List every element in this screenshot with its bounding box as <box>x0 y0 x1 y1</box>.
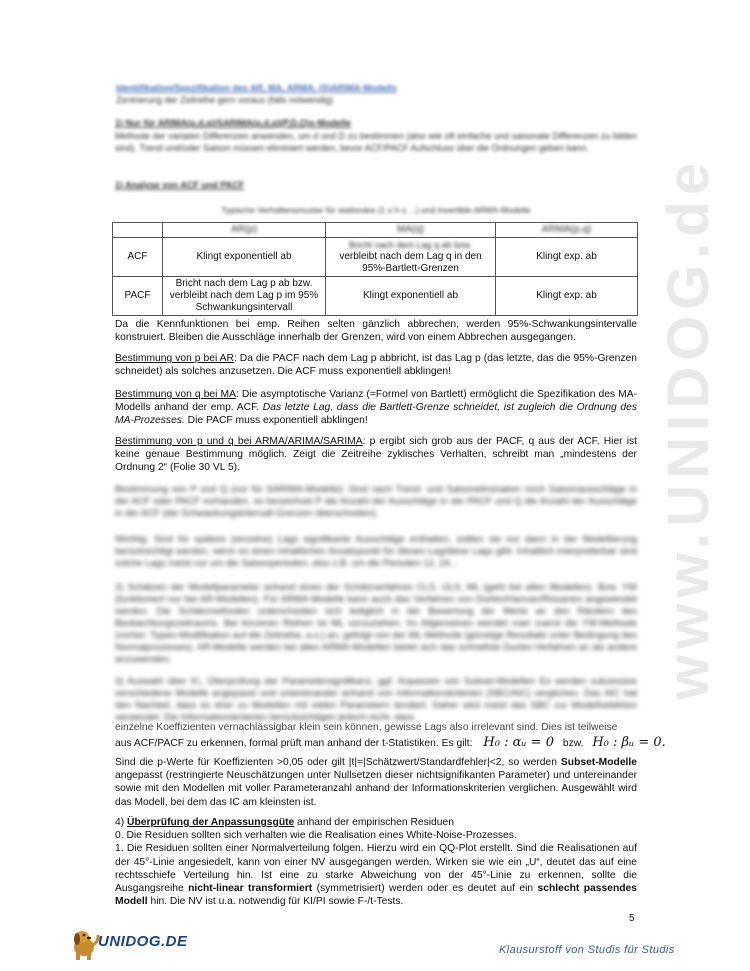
paragraph-label: Bestimmung von p und q bei ARMA/ARIMA/SARIMA <box>115 436 363 447</box>
table-cell: Klingt exponentiell ab <box>163 238 326 277</box>
paragraph-italic: Das letzte Lag, dass die Bartlett-Grenze schneidet, ist zugleich die Ordnung des MA-Prozesses. <box>115 402 637 427</box>
paragraph-hypotheses <box>115 735 666 750</box>
table-header-cell <box>113 223 163 238</box>
paragraph-text: : p ergibt sich grob aus der PACF, q aus der ACF. Hier ist keine genaue Bestimmung möglich. Zeigt die Zeitreihe zyklisches Verhalten, schreibt man „mindestens der Ordnung 2“ (Folie 30 VL 5). <box>115 436 637 474</box>
item-text: (symmetrisiert) werden oder es deutet auf ein <box>312 883 538 895</box>
table-cell: Klingt exp. ab <box>496 277 638 316</box>
heading-bold: Überprüfung der Anpassungsgüte <box>127 817 295 828</box>
section-subheading: Zentrierung der Zeitreihe gern voraus (falls notwendig) <box>116 95 334 105</box>
table-cell: Bricht nach dem Lag p ab bzw. verbleibt nach dem Lag p im 95% Schwankungsintervall <box>163 277 326 316</box>
paragraph-text: : Die asymptotische Varianz (=Formel von Bartlett) ermöglicht die Spezifikation des MA-Modells anhand der emp. ACF. <box>115 389 637 414</box>
paragraph-intervals: Da die Kennfunktionen bei emp. Reihen selten gänzlich abbrechen, werden 95%-Schwankungsintervalle konstruiert. Bleiben die Ausschläge innerhalb der Grenzen, wird von einem Abbrechen ausgegangen. <box>115 319 637 344</box>
footer-slogan: Klausurstoff von Studis für Studis <box>499 944 675 956</box>
table-cell-ma <box>326 238 496 277</box>
hypothesis-alpha: H₀ : αᵤ = 0 <box>483 735 554 750</box>
table-row-pacf <box>113 277 638 316</box>
item-bold: nicht-linear transformiert <box>188 883 313 895</box>
step-1-text: Methode der variaten Differenzen anwenden, um d und D zu bestimmen (also wie oft einfache und saisonale Differenzen zu bilden sind). Trend und/oder Saison müssen eliminiert werden, bevor ACF/PACF Aufschluss über die Ordnungen geben kann. <box>115 131 637 153</box>
hypothesis-separator: bzw. <box>562 738 584 749</box>
acf-pacf-pattern-table <box>112 222 638 316</box>
paragraph-fit-check <box>115 816 637 908</box>
acf-pacf-title: 1) Analyse von ACF und PACF <box>115 180 245 190</box>
item-text: hin. Die NV ist u.a. notwendig für KI/PI sowie F-/t-Tests. <box>147 896 404 908</box>
table-row-acf <box>113 238 638 277</box>
table-header-cell: ARMA(p,q) <box>496 223 638 238</box>
item-bold: schlecht passendes Modell <box>115 883 637 908</box>
blurred-paragraph-estimation: 2) Schätzen der Modellparameter anhand eines der Schätzverfahren CLS, ULS, ML (geht bei allen Modellen). Bzw. YW (funktioniert nur bei AR-Modellen). Für ARMA-Modelle kann auch das Verfahren von Durbin/Hannan/Rissanen angewendet werden. Die Schätzmethoden unterscheiden sich lediglich in der Bewertung der Werte an den Rändern des Beobachtungszeitraums. Bei kürzeren Reihen ist ML vorzuziehen. Im Allgemeinen wendet man zuerst die YW-Methode (vorher: Typen-Modifikation auf die Zeitreihe, a.s.) an, gefolgt von der ML-Methode (günstige Resultate unter Bedingung des Normalprozesses). AR-Modelle werden bei allen ARMA-Modellen bietet sich das schnellste Durbin-Verfahren an als andere anzuwenden. <box>115 582 637 665</box>
table-caption: Typische Verhaltensmuster für stationäre (1 ≤ h ≤ ...) und invertible ARMA-Modelle <box>221 205 531 215</box>
table-cell-text: verbleibt nach dem Lag q in den 95%-Bartlett-Grenzen <box>339 251 482 274</box>
heading-suffix: anhand der empirischen Residuen <box>294 817 454 828</box>
table-cell: Klingt exponentiell ab <box>326 277 496 316</box>
table-cell: Klingt exp. ab <box>496 238 638 277</box>
paragraph-ma <box>115 388 637 428</box>
fit-check-heading <box>115 816 637 829</box>
paragraph-subset <box>115 756 637 809</box>
paragraph-arma <box>115 435 637 475</box>
logo-text: UNIDOG.DE <box>98 933 188 950</box>
paragraph-text: angepasst (restringierte Neuschätzungen unter Nullsetzen dieser nichtsignifikanten Parameter) und untereinander sowie mit den Modellen mit voller Parameteranzahl anhand der Informationskriterien verglichen. Ausgewählt wird das Modell, bei dem das IC am kleinsten ist. <box>115 770 637 808</box>
watermark: www.UNIDOG.de <box>656 156 721 700</box>
blurred-paragraph-important: Wichtig: Sind für spätere (einzelne) Lags signifikante Ausschläge enthalten, sollten sie nur dann in der Modellierung berücksichtigt werden, wenn es einen inhaltlichen Ansatzpunkt für dieses Lag/diese Lags gibt. Inhaltlich interpretierbar sind solche Lags meist nur um die Saisonperioden, also z.B. um die Perioden 12, 24... <box>115 534 637 569</box>
fit-check-item-0: 0. Die Residuen sollten sich verhalten wie die Realisation eines White-Noise-Prozesses. <box>115 830 517 842</box>
item-text: 1. Die Residuen sollten einer Normalverteilung folgen. Hierzu wird ein QQ-Plot erstellt. Sind die Realisationen auf der 45°-Linie angesiedelt, kann von einer NV ausgegangen werden. Wirken sie wie ein „U“, deutet das auf eine rechtsschiefe Verteilung hin. Ist eine zu starke Abweichung von der 45°-Linie zu erkennen, sollte die Ausgangsreihe <box>115 843 637 895</box>
table-header-cell: MA(q) <box>326 223 496 238</box>
paragraph-bold: Subset-Modelle <box>560 757 637 768</box>
page-number: 5 <box>629 913 635 924</box>
paragraph-text: Sind die p-Werte für Koeffizienten >0,05 oder gilt |t|=|Schätzwert/Standardfehler|<2, so werden <box>115 757 561 768</box>
table-row-label: PACF <box>113 277 163 316</box>
step-1-title: 1) Nur für ARIMA(p,d,q)/SARIMA(p,d,q)(P,D,Q)s-Modelle <box>115 118 351 128</box>
paragraph-label: Bestimmung von q bei MA <box>115 389 236 400</box>
paragraph-ar <box>115 352 637 378</box>
heading-prefix: 4) <box>115 817 128 828</box>
paragraph-label: Bestimmung von p bei AR <box>115 353 234 364</box>
paragraph-text: Die PACF muss exponentiell abklingen! <box>184 415 368 427</box>
blurred-paragraph-selection: 3) Auswahl über IC, Überprüfung der Parametersignifikanz, ggf. Anpassen von Subset-Modellen Es werden sukzessive verschiedene Modelle angepasst und untereinander anhand von Informationskriterien (SBC/AIC) verglichen. Das AIC hat den Nachteil, dass es eher zu Modellen mit vielen Parametern tendiert. Daher wird meist das SBC zur Modellselektion verwendet. Die Informationskriterien berücksichtigen jedoch nicht, dass <box>115 676 637 723</box>
blurred-paragraph-sarima: Bestimmung von P und Q (nur für SARIMA-Modelle): Sind nach Trend- und Saisonelimination noch Saisonausschläge in der ACF oder PACF vorhanden, so bezeichnet P die Anzahl der Ausschläge in der PACF und Q die Anzahl der Ausschläge in der ACF (die Schwankungsintervall-Grenzen überschreiten). <box>115 484 637 519</box>
partial-line: einzelne Koeffizienten vernachlässigbar klein sein können, gewisse Lags also irrelevant sind. Dies ist teilweise <box>115 722 618 733</box>
fit-check-item-1 <box>115 842 637 908</box>
paragraph-text: aus ACF/PACF zu erkennen, formal prüft man anhand der t-Statistiken. Es gilt: <box>115 738 473 749</box>
table-header-row <box>113 223 638 238</box>
section-heading-link: Identifikation/Spezifikation des AR, MA, ARMA, (S)ARIMA-Modells <box>116 83 397 93</box>
hypothesis-beta: H₀ : βᵤ = 0. <box>592 735 666 750</box>
table-header-cell: AR(p) <box>163 223 326 238</box>
table-row-label: ACF <box>113 238 163 277</box>
table-cell-blurred-line: Bricht nach dem Lag q ab bzw. <box>348 240 473 250</box>
paragraph-text: : Da die PACF nach dem Lag p abbricht, ist das Lag p (das letzte, das die 95%-Grenzen schneidet) als solches anzusetzen. Die ACF muss exponentiell abklingen! <box>115 353 637 378</box>
